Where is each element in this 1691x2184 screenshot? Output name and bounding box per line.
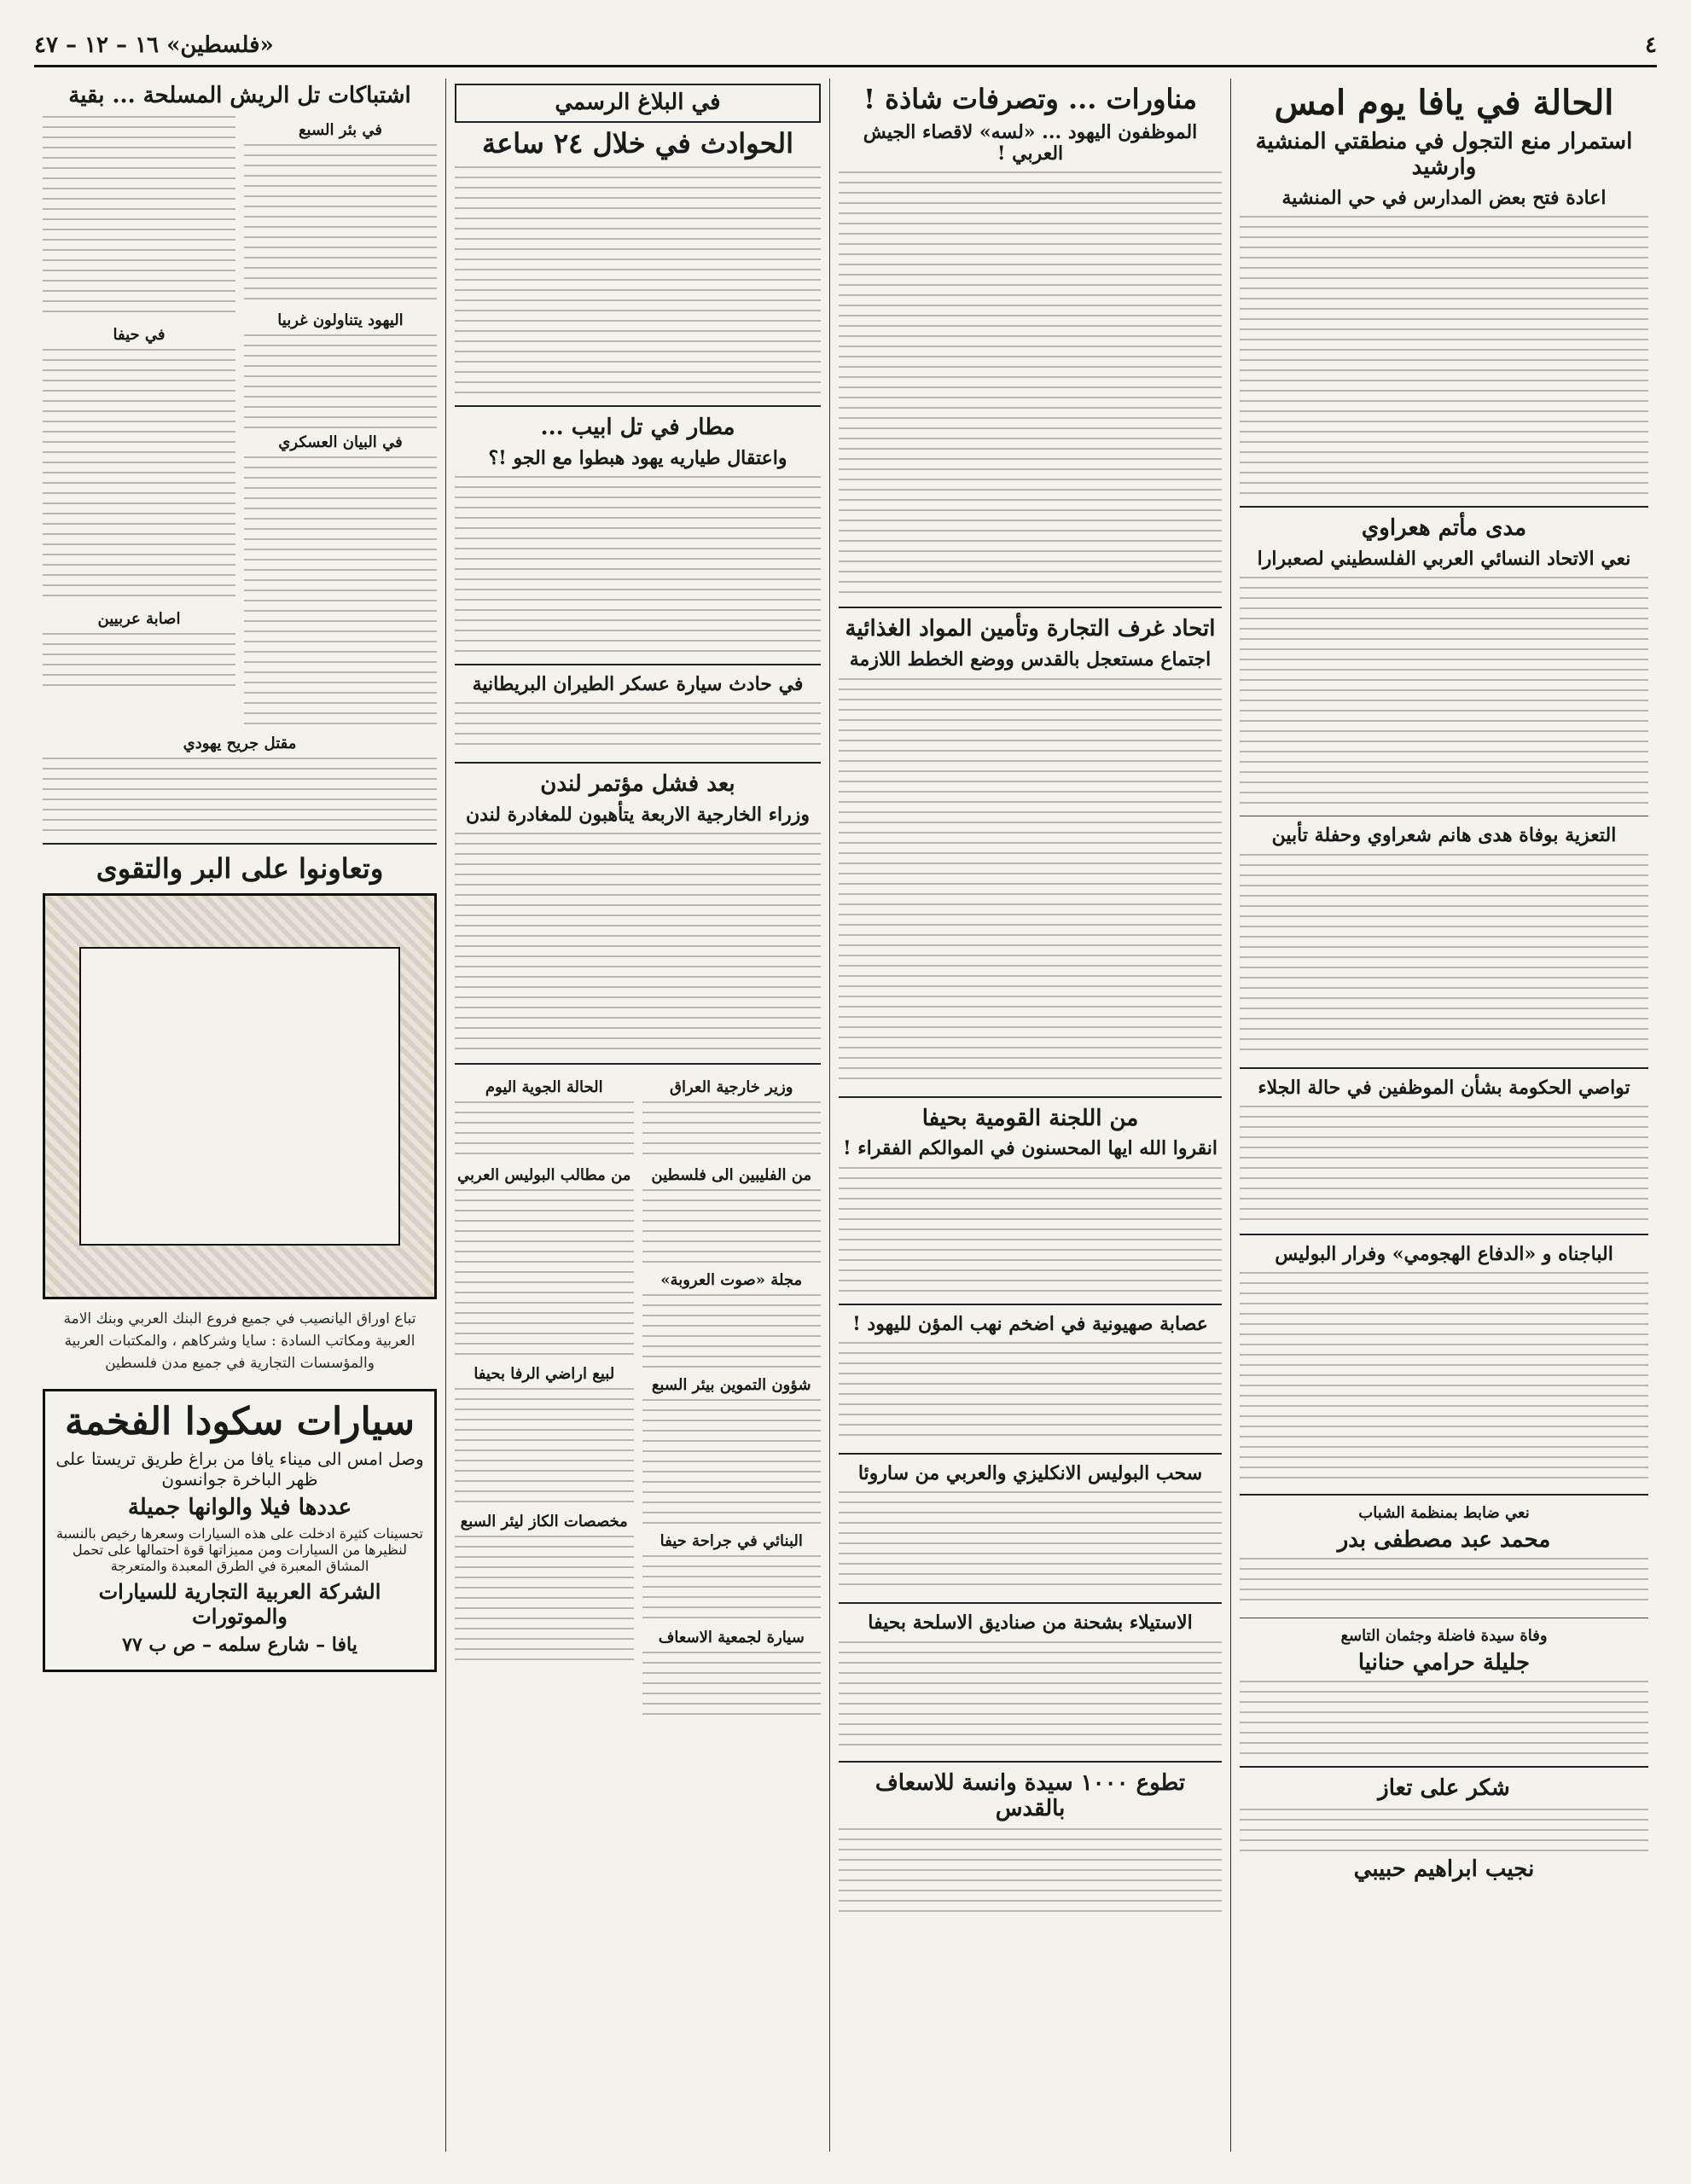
headline-jaffa: الحالة في يافا يوم امس — [1274, 83, 1614, 123]
column-4 — [34, 78, 445, 2152]
obituary-name: محمد عبد مصطفى بدر — [1337, 1527, 1551, 1554]
subhead-ministers: وزراء الخارجية الاربعة يتأهبون للمغادرة لندن — [465, 804, 811, 827]
article-body — [244, 456, 437, 729]
headline-supply: شؤون التموين بيئر السبع — [651, 1376, 811, 1395]
article-body — [1240, 577, 1648, 807]
headline-arms-seizure: الاستيلاء بشحنة من صناديق الاسلحة بحيفا — [868, 1612, 1193, 1635]
headline-airport: مطار في تل ابيب ... — [540, 414, 735, 440]
newspaper-page — [34, 26, 1657, 2158]
article-body — [1240, 1558, 1648, 1609]
headline-womens-union: نعي الاتحاد النسائي العربي الفلسطيني لصعبرارا — [1257, 547, 1631, 570]
headline-chambers: اتحاد غرف التجارة وتأمين المواد الغذائية — [845, 616, 1216, 642]
skoda-company: الشركة العربية التجارية للسيارات والموتورات — [98, 1578, 381, 1629]
headline-maneuvers: مناورات ... وتصرفات شاذة ! — [863, 83, 1197, 115]
notice-thanks: شكر على تعاز — [1378, 1775, 1510, 1802]
headline-ambulance: سيارة لجمعية الاسعاف — [658, 1629, 805, 1647]
page-number: ٤ — [1645, 32, 1657, 58]
lottery-ad-caption: تباع اوراق اليانصيب في جميع فروع البنك العربي وبنك الامة العربية ومكاتب السادة : سايا وشركاهم ، والمكتبات العربية والمؤسسات التجارية في جميع مدن فلسطين — [63, 1310, 416, 1373]
article-body — [1240, 216, 1648, 497]
lower-split — [455, 1073, 821, 1720]
lottery-ad-frame — [79, 947, 400, 1246]
headline-kerosene: مخصصات الكاز ليئر السبع — [460, 1513, 628, 1531]
upper-right — [43, 116, 235, 729]
headline-shaarawi: مدى مأتم هعراوي — [1361, 515, 1527, 542]
column-2 — [829, 78, 1230, 2152]
skoda-address: يافا – شارع سلمه – ص ب ٧٧ — [122, 1633, 357, 1656]
headline-haifa: في حيفا — [113, 325, 166, 344]
article-body — [839, 171, 1222, 598]
notice-obituary: نعي ضابط بمنظمة الشباب — [1358, 1504, 1530, 1523]
headline-weather: الحالة الجوية اليوم — [485, 1078, 603, 1097]
headline-official-statement: في البلاغ الرسمي — [455, 84, 821, 123]
lower-right — [455, 1073, 634, 1720]
thanks-name: نجيب ابراهيم حبيبي — [1353, 1856, 1535, 1883]
headline-jewish-wounded: مقتل جريح يهودي — [183, 734, 297, 752]
skoda-description: تحسينات كثيرة ادخلت على هذه السيارات وسعرها رخيص بالنسبة لنظيرها من السيارات ومن مميزاتها قوة احتمالها على تحمل المشاق المعبرة في الطرق المعبدة والمتعرجة — [56, 1525, 423, 1574]
article-body — [43, 633, 235, 693]
article-body — [455, 833, 821, 1054]
article-body — [642, 1399, 822, 1527]
article-body — [455, 476, 821, 655]
skoda-ad — [43, 1389, 437, 1672]
article-body — [244, 334, 437, 428]
headline-beersheba: في بئر السبع — [298, 120, 383, 139]
subhead-appeal: انقروا الله ايها المحسنون في الموالكم الفقراء ! — [842, 1137, 1218, 1160]
headline-gang: عصابة صهيونية في اضخم نهب المؤن لليهود ! — [852, 1312, 1208, 1335]
headline-iraq: وزير خارجية العراق — [670, 1078, 793, 1097]
article-body — [43, 349, 235, 605]
headline-military-statement: في البيان العسكري — [278, 433, 403, 451]
headline-incidents: الحوادث في خلال ٢٤ ساعة — [482, 126, 793, 160]
article-body — [839, 1491, 1222, 1594]
article-body — [839, 1828, 1222, 1914]
notice-death: وفاة سيدة فاضلة وجثمان التاسع — [1340, 1627, 1548, 1646]
article-body — [43, 758, 437, 834]
lottery-ad-headline: وتعاونوا على البر والتقوى — [96, 851, 384, 885]
article-body — [244, 144, 437, 306]
deceased-name: جليلة حرامي حنانيا — [1357, 1650, 1531, 1676]
headline-employees: تواصي الحكومة بشأن الموظفين في حالة الجلاء — [1258, 1076, 1630, 1099]
subhead-curfew: استمرار منع التجول في منطقتي المنشية وارشيد — [1255, 129, 1633, 180]
headline-magazine: مجلة «صوت العروبة» — [660, 1271, 803, 1290]
headline-raf-car: في حادث سيارة عسكر الطيران البريطانية — [472, 672, 804, 695]
subhead-pilots: واعتقال طياريه يهود هبطوا مع الجو !؟ — [488, 446, 787, 469]
headline-tel-rish: اشتباكات تل الريش المسلحة ... بقية — [68, 83, 411, 108]
headline-haganah: الباجناه و «الدفاع الهجومي» وفرار البوليس — [1275, 1242, 1613, 1265]
subhead-meeting: اجتماع مستعجل بالقدس ووضع الخطط اللازمة — [849, 648, 1212, 671]
subhead-schools: اعادة فتح بعض المدارس في حي المنشية — [1281, 186, 1607, 209]
date-line: «فلسطين» ١٦ – ١٢ – ٤٧ — [34, 32, 274, 58]
lower-left — [642, 1073, 822, 1720]
upper-split — [43, 116, 437, 729]
article-body — [455, 702, 821, 753]
article-body — [455, 1101, 634, 1161]
headline-police-demands: من مطالب البوليس العربي — [457, 1166, 631, 1185]
article-body — [43, 116, 235, 321]
headline-jews-west: اليهود يتناولون غربيا — [277, 311, 404, 329]
article-body — [1240, 1681, 1648, 1757]
skoda-title: سيارات سكودا الفخمة — [64, 1399, 415, 1443]
headline-condolence: التعزية بوفاة هدى هانم شعراوي وحفلة تأبين — [1271, 824, 1617, 847]
article-body — [1240, 854, 1648, 1059]
headline-london-conference: بعد فشل مؤتمر لندن — [540, 771, 735, 798]
article-body — [642, 1294, 822, 1371]
article-body — [642, 1189, 822, 1266]
headline-committee: من اللجنة القومية بحيفا — [921, 1105, 1139, 1131]
headline-volunteers: تطوع ١٠٠٠ سيدة وانسة للاسعاف بالقدس — [875, 1769, 1186, 1821]
headline-land-sale: لبيع اراضي الرفا بحيفا — [474, 1365, 615, 1384]
skoda-arrival: وصل امس الى ميناء يافا من براغ طريق تريستا على ظهر الباخرة جوانسون — [55, 1448, 424, 1490]
headline-surgery: البنائي في جراحة حيفا — [660, 1532, 803, 1551]
article-body — [839, 1167, 1222, 1295]
subhead-employees: الموظفون اليهود ... «لسه» لاقصاء الجيش العربي ! — [863, 120, 1198, 166]
article-body — [455, 166, 821, 397]
article-body — [1240, 1106, 1648, 1225]
article-body — [1240, 1272, 1648, 1485]
column-3 — [445, 78, 829, 2152]
article-body — [839, 1641, 1222, 1752]
headline-police-withdrawal: سحب البوليس الانكليزي والعربي من ساروئا — [857, 1462, 1203, 1485]
article-body — [455, 1536, 634, 1664]
masthead — [34, 26, 1657, 67]
article-body — [839, 1342, 1222, 1444]
article-body — [642, 1101, 822, 1161]
article-body — [455, 1388, 634, 1507]
article-body — [642, 1555, 822, 1623]
skoda-features: عددها فيلا والوانها جميلة — [127, 1494, 352, 1520]
lottery-ad-illustration — [43, 893, 437, 1299]
article-body — [455, 1189, 634, 1360]
article-body — [1240, 1809, 1648, 1851]
upper-left — [244, 116, 437, 729]
column-1 — [1230, 78, 1657, 2152]
headline-two-wounded: اصابة عربيين — [97, 609, 181, 628]
article-body — [642, 1652, 822, 1720]
article-body — [839, 678, 1222, 1088]
headline-philippines: من الفليبين الى فلسطين — [651, 1166, 812, 1185]
